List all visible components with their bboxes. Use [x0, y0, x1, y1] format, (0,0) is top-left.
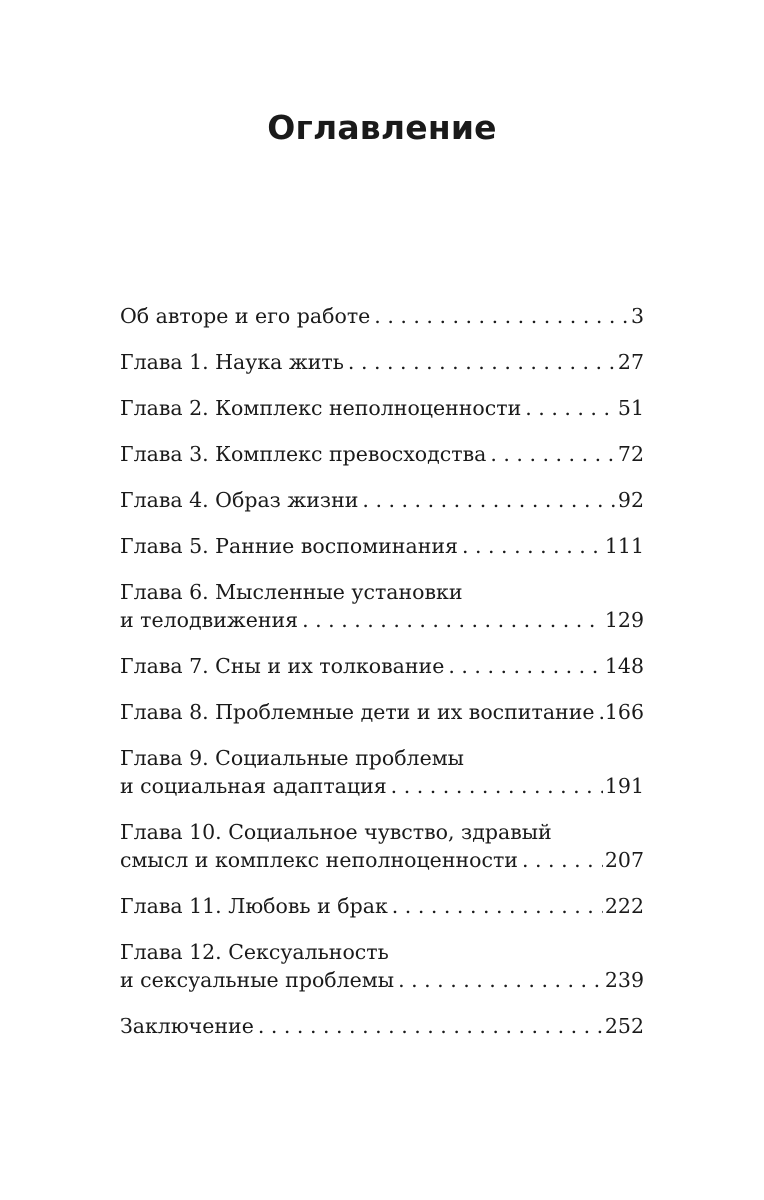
toc-entry-title-continued: и телодвижения	[120, 608, 299, 632]
toc-page-number: 72	[617, 442, 644, 466]
toc-entry-title-continued: и сексуальные проблемы	[120, 968, 395, 992]
dot-leader	[522, 846, 603, 874]
toc-page-number: 51	[617, 396, 644, 420]
toc-entry[interactable]	[120, 532, 644, 560]
toc-entry-title: Об авторе и его работе	[120, 304, 371, 328]
toc-entry[interactable]	[120, 440, 644, 468]
toc-page-number: 252	[604, 1014, 644, 1038]
toc-entry-title: Глава 5. Ранние воспоминания	[120, 534, 458, 558]
toc-entry-title: Глава 9. Социальные проблемы	[120, 746, 464, 770]
dot-leader	[599, 698, 603, 726]
toc-entry-line	[120, 1012, 644, 1040]
toc-entry-title: Глава 12. Сексуальность	[120, 940, 389, 964]
toc-entry-line	[120, 966, 644, 994]
toc-entry-line	[120, 348, 644, 376]
toc-entry[interactable]	[120, 302, 644, 330]
toc-entry-title: Глава 3. Комплекс превосходства	[120, 442, 487, 466]
toc-page-number: 222	[604, 894, 644, 918]
toc-entry-line	[120, 652, 644, 680]
toc-entry-title: Глава 11. Любовь и брак	[120, 894, 388, 918]
dot-leader	[302, 606, 603, 634]
toc-entry[interactable]	[120, 652, 644, 680]
toc-entry-line	[120, 486, 644, 514]
toc-entry[interactable]	[120, 698, 644, 726]
toc-entry-line	[120, 394, 644, 422]
toc-entry[interactable]	[120, 578, 644, 634]
toc-page-number: 92	[617, 488, 644, 512]
toc-page-number: 191	[604, 774, 644, 798]
toc-entry-title: Глава 7. Сны и их толкование	[120, 654, 445, 678]
toc-entry-title: Глава 6. Мысленные установки	[120, 580, 463, 604]
dot-leader	[348, 348, 616, 376]
table-of-contents	[120, 302, 644, 1040]
toc-entry-title: Глава 1. Наука жить	[120, 350, 344, 374]
toc-entry-title: Глава 8. Проблемные дети и их воспитание	[120, 700, 595, 724]
dot-leader	[398, 966, 603, 994]
toc-page-number: 111	[604, 534, 644, 558]
toc-entry-title-continued: и социальная адаптация	[120, 774, 387, 798]
dot-leader	[490, 440, 616, 468]
toc-entry[interactable]	[120, 394, 644, 422]
toc-entry-line	[120, 698, 644, 726]
dot-leader	[392, 892, 603, 920]
dot-leader	[525, 394, 616, 422]
dot-leader	[258, 1012, 603, 1040]
toc-entry-title: Глава 2. Комплекс неполноценности	[120, 396, 522, 420]
toc-entry[interactable]	[120, 938, 644, 994]
page-title: Оглавление	[267, 108, 497, 147]
dot-leader	[391, 772, 603, 800]
toc-entry-title-continued: смысл и комплекс неполноценности	[120, 848, 518, 872]
toc-entry-title: Заключение	[120, 1014, 254, 1038]
dot-leader	[374, 302, 629, 330]
toc-entry-title: Глава 4. Образ жизни	[120, 488, 359, 512]
toc-page-number: 148	[604, 654, 644, 678]
toc-entry-line	[120, 532, 644, 560]
toc-entry[interactable]	[120, 348, 644, 376]
toc-page-number: 166	[604, 700, 644, 724]
toc-entry[interactable]	[120, 892, 644, 920]
toc-entry-line	[120, 440, 644, 468]
toc-entry[interactable]	[120, 744, 644, 800]
toc-entry-line	[120, 302, 644, 330]
toc-entry[interactable]	[120, 486, 644, 514]
toc-page-number: 207	[604, 848, 644, 872]
toc-entry-line	[120, 606, 644, 634]
dot-leader	[462, 532, 603, 560]
dot-leader	[362, 486, 616, 514]
toc-entry-line	[120, 846, 644, 874]
toc-page-number: 27	[617, 350, 644, 374]
toc-entry[interactable]	[120, 818, 644, 874]
toc-page-number: 239	[604, 968, 644, 992]
toc-entry-title: Глава 10. Социальное чувство, здравый	[120, 820, 552, 844]
toc-page-number: 129	[604, 608, 644, 632]
toc-page-number: 3	[630, 304, 644, 328]
toc-entry-line	[120, 772, 644, 800]
dot-leader	[448, 652, 603, 680]
toc-entry[interactable]	[120, 1012, 644, 1040]
toc-entry-line	[120, 892, 644, 920]
